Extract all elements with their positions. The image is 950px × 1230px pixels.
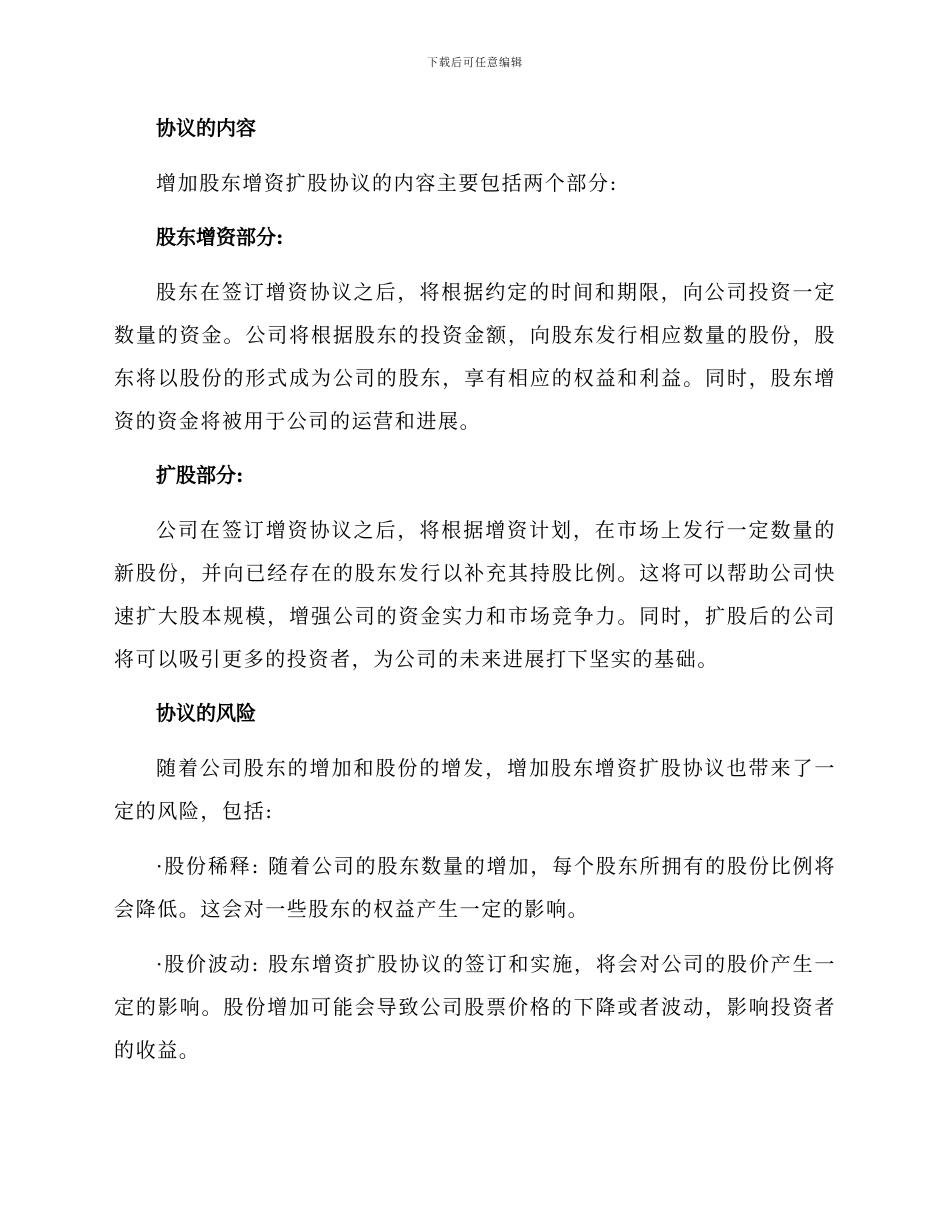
risk-intro-paragraph: 随着公司股东的增加和股份的增发，增加股东增资扩股协议也带来了一定的风险，包括: — [114, 756, 836, 823]
risk-bullet-dilution: ·股份稀释: 随着公司的股东数量的增加，每个股东所拥有的股份比例将会降低。这会对一些股东的权益产生一定的影响。 — [114, 854, 836, 921]
shareholder-capital-paragraph: 股东在签订增资协议之后，将根据约定的时间和期限，向公司投资一定数量的资金。公司将根据股东的投资金额，向股东发行相应数量的股份，股东将以股份的形式成为公司的股东，享有相应的权益和利益。同时，股东增资的资金将被用于公司的运营和进展。 — [114, 280, 836, 433]
share-expansion-paragraph: 公司在签订增资协议之后，将根据增资计划，在市场上发行一定数量的新股份，并向已经存在的股东发行以补充其持股比例。这将可以帮助公司快速扩大股本规模，增强公司的资金实力和市场竞争力。同时，扩股后的公司将可以吸引更多的投资者，为公司的未来进展打下坚实的基础。 — [114, 518, 836, 671]
section-heading-share-expansion: 扩股部分: — [156, 463, 244, 487]
section-heading-agreement-content: 协议的内容 — [156, 116, 256, 140]
intro-paragraph: 增加股东增资扩股协议的内容主要包括两个部分: — [156, 171, 618, 195]
document-body — [114, 108, 836, 1084]
section-heading-shareholder-capital: 股东增资部分: — [156, 225, 284, 249]
risk-bullet-price-volatility: ·股价波动: 股东增资扩股协议的签订和实施，将会对公司的股价产生一定的影响。股份增加可能会导致公司股票价格的下降或者波动，影响投资者的收益。 — [114, 952, 836, 1062]
page-header: 下载后可任意编辑 — [427, 56, 523, 69]
section-heading-agreement-risk: 协议的风险 — [156, 701, 256, 725]
